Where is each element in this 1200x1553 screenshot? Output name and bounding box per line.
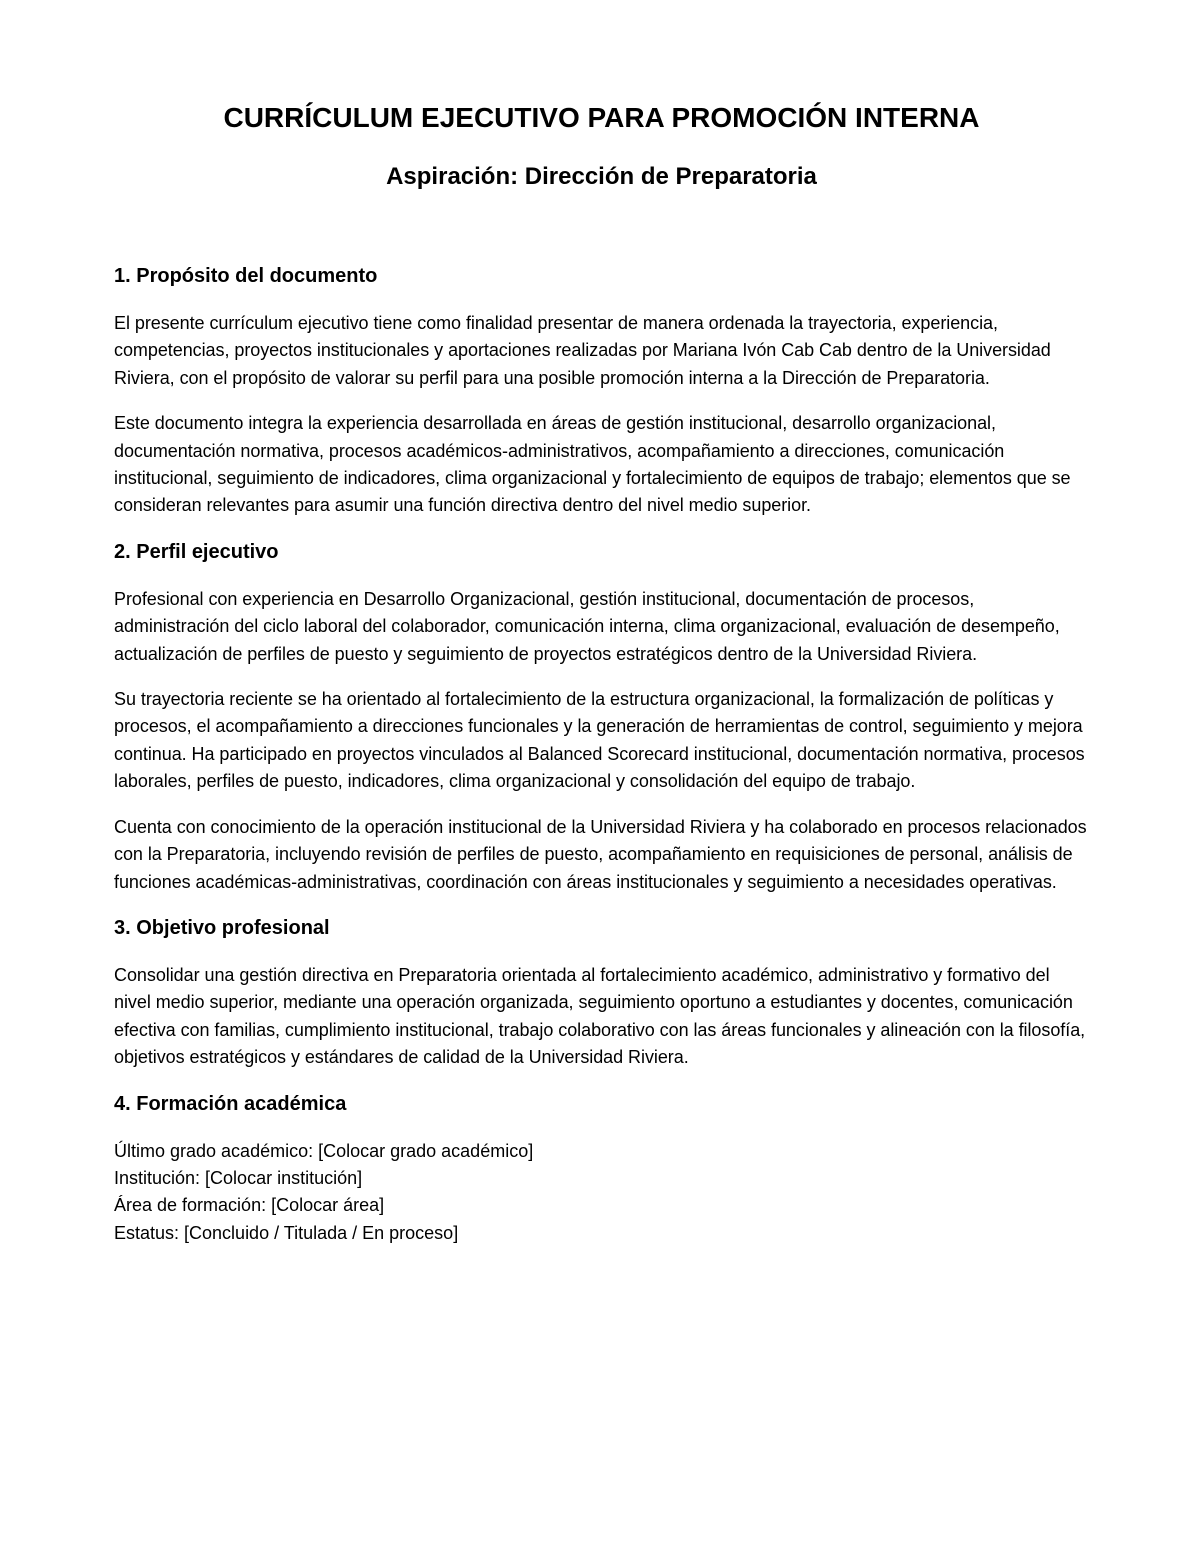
formacion-grado: Último grado académico: [Colocar grado académico]	[114, 1140, 534, 1161]
paragraph: Cuenta con conocimiento de la operación institucional de la Universidad Riviera y ha colaborado en procesos relacionados con la Preparatoria, incluyendo revisión de perfiles de puesto, acompañamiento en requisiciones de personal, análisis de funciones académicas-administrativas, coordinación con áreas institucionales y seguimiento a necesidades operativas.	[114, 816, 1087, 892]
section-objetivo-profesional	[114, 913, 1089, 1072]
paragraph: Profesional con experiencia en Desarrollo Organizacional, gestión institucional, documentación de procesos, administración del ciclo laboral del colaborador, comunicación interna, clima organizacional, evaluación de desempeño, actualización de perfiles de puesto y seguimiento de proyectos estratégicos dentro de la Universidad Riviera.	[114, 588, 1060, 664]
section-heading: 1. Propósito del documento	[114, 265, 378, 287]
document-subtitle: Aspiración: Dirección de Preparatoria	[386, 163, 817, 190]
formacion-institucion: Institución: [Colocar institución]	[114, 1167, 363, 1188]
formacion-area: Área de formación: [Colocar área]	[114, 1195, 385, 1216]
document-sections	[114, 261, 1089, 1264]
paragraph: El presente currículum ejecutivo tiene como finalidad presentar de manera ordenada la trayectoria, experiencia, competencias, proyectos institucionales y aportaciones realizadas por Mariana Ivón Cab Cab dentro de la Universidad Riviera, con el propósito de valorar su perfil para una posible promoción interna a la Dirección de Preparatoria.	[114, 313, 1051, 388]
section-heading: 4. Formación académica	[114, 1092, 347, 1115]
paragraph: Este documento integra la experiencia desarrollada en áreas de gestión institucional, desarrollo organizacional, documentación normativa, procesos académicos-administrativos, acompañamiento a direcciones, comunicación institucional, seguimiento de indicadores, clima organizacional y fortalecimiento de equipos de trabajo; elementos que se consideran relevantes para asumir una función directiva dentro del nivel medio superior.	[114, 413, 1071, 516]
formacion-estatus: Estatus: [Concluido / Titulada / En proceso]	[114, 1222, 459, 1243]
section-heading: 2. Perfil ejecutivo	[114, 540, 279, 563]
paragraph: Consolidar una gestión directiva en Preparatoria orientada al fortalecimiento académico, administrativo y formativo del nivel medio superior, mediante una operación organizada, seguimiento oportuno a estudiantes y docentes, comunicación efectiva con familias, cumplimiento institucional, trabajo colaborativo con las áreas funcionales y alineación con la filosofía, objetivos estratégicos y estándares de calidad de la Universidad Riviera.	[114, 964, 1086, 1068]
section-perfil-ejecutivo	[114, 537, 1089, 896]
document-title: CURRÍCULUM EJECUTIVO PARA PROMOCIÓN INTERNA	[223, 102, 980, 133]
section-proposito	[114, 261, 1089, 520]
formacion-list	[114, 1138, 1089, 1248]
paragraph: Su trayectoria reciente se ha orientado al fortalecimiento de la estructura organizacional, la formalización de políticas y procesos, el acompañamiento a direcciones funcionales y la generación de herramientas de control, seguimiento y mejora continua. Ha participado en proyectos vinculados al Balanced Scorecard institucional, documentación normativa, procesos laborales, perfiles de puesto, indicadores, clima organizacional y consolidación del equipo de trabajo.	[114, 689, 1085, 792]
section-heading: 3. Objetivo profesional	[114, 916, 330, 939]
section-formacion-academica	[114, 1089, 1089, 1248]
